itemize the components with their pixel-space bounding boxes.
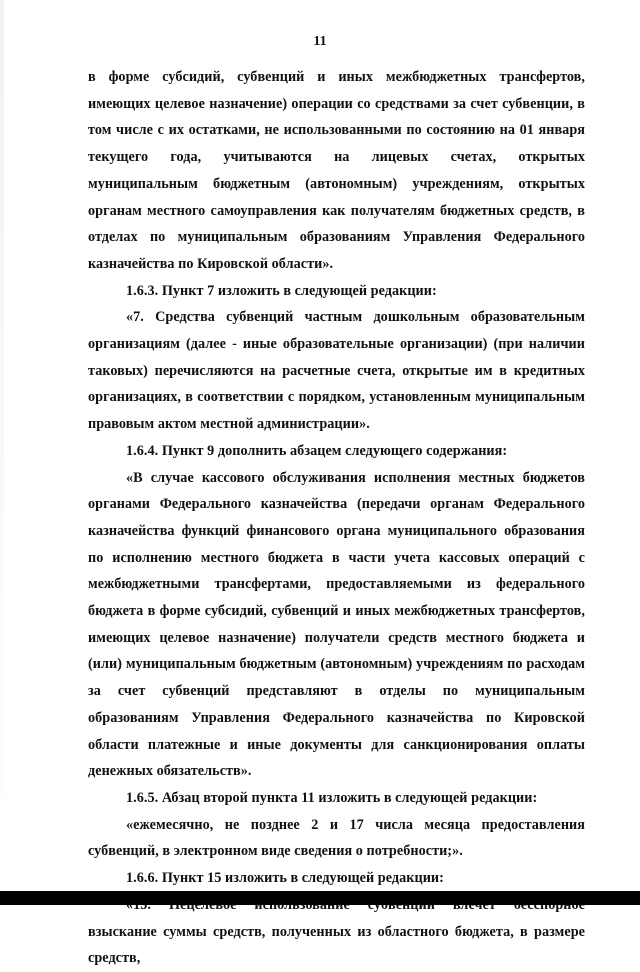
paragraph: 1.6.6. Пункт 15 изложить в следующей редакции:: [126, 870, 444, 887]
paragraph: 1.6.4. Пункт 9 дополнить абзацем следующего содержания:: [126, 442, 508, 459]
paragraph: «В случае кассового обслуживания исполнения местных бюджетов органами Федерального казначейства (передачи органам Федерального казначейства функций финансового органа муниципального образования по исполнению местного бюджета в части учета кассовых операций с межбюджетными трансфертами, предоставляемыми из федерального бюджета в форме субсидий, субвенций и иных межбюджетных трансфертов, имеющих целевое назначение) получатели средств местного бюджета и (или) муниципальным бюджетным (автономным) учреждениям по расходам за счет субвенций представляют в отделы по муниципальным образованиям Управления Федерального казначейства по Кировской области платежные и иные документы для санкционирования оплаты денежных обязательств».: [88, 469, 585, 780]
document-body: [88, 64, 585, 972]
scan-edge: [0, 0, 4, 905]
paragraph: «ежемесячно, не позднее 2 и 17 числа месяца предоставления субвенций, в электронном виде сведения о потребности;».: [88, 816, 585, 860]
paragraph: 1.6.3. Пункт 7 изложить в следующей редакции:: [126, 282, 437, 299]
paragraph: 1.6.5. Абзац второй пункта 11 изложить в следующей редакции:: [126, 789, 538, 806]
page-number: 11: [313, 34, 327, 49]
paragraph: в форме субсидий, субвенций и иных межбюджетных трансфертов, имеющих целевое назначение) операции со средствами за счет субвенции, в том числе с их остатками, не использованными по состоянию на 01 января текущего года, учитываются на лицевых счетах, открытых муниципальным бюджетным (автономным) учреждениям, открытых органам местного самоуправления как получателям бюджетных средств, в отделах по муниципальным образованиям Управления Федерального казначейства по Кировской области».: [88, 69, 585, 272]
scan-bottom-border: [0, 891, 640, 905]
paragraph: взыскание суммы средств, полученных из областного бюджета, в размере средств,: [88, 923, 585, 967]
paragraph: «7. Средства субвенций частным дошкольным образовательным организациям (далее - иные образовательные организации) (при наличии таковых) перечисляются на расчетные счета, открытые им в кредитных организациях, в соответствии с порядком, установленным муниципальным правовым актом местной администрации».: [88, 309, 585, 433]
